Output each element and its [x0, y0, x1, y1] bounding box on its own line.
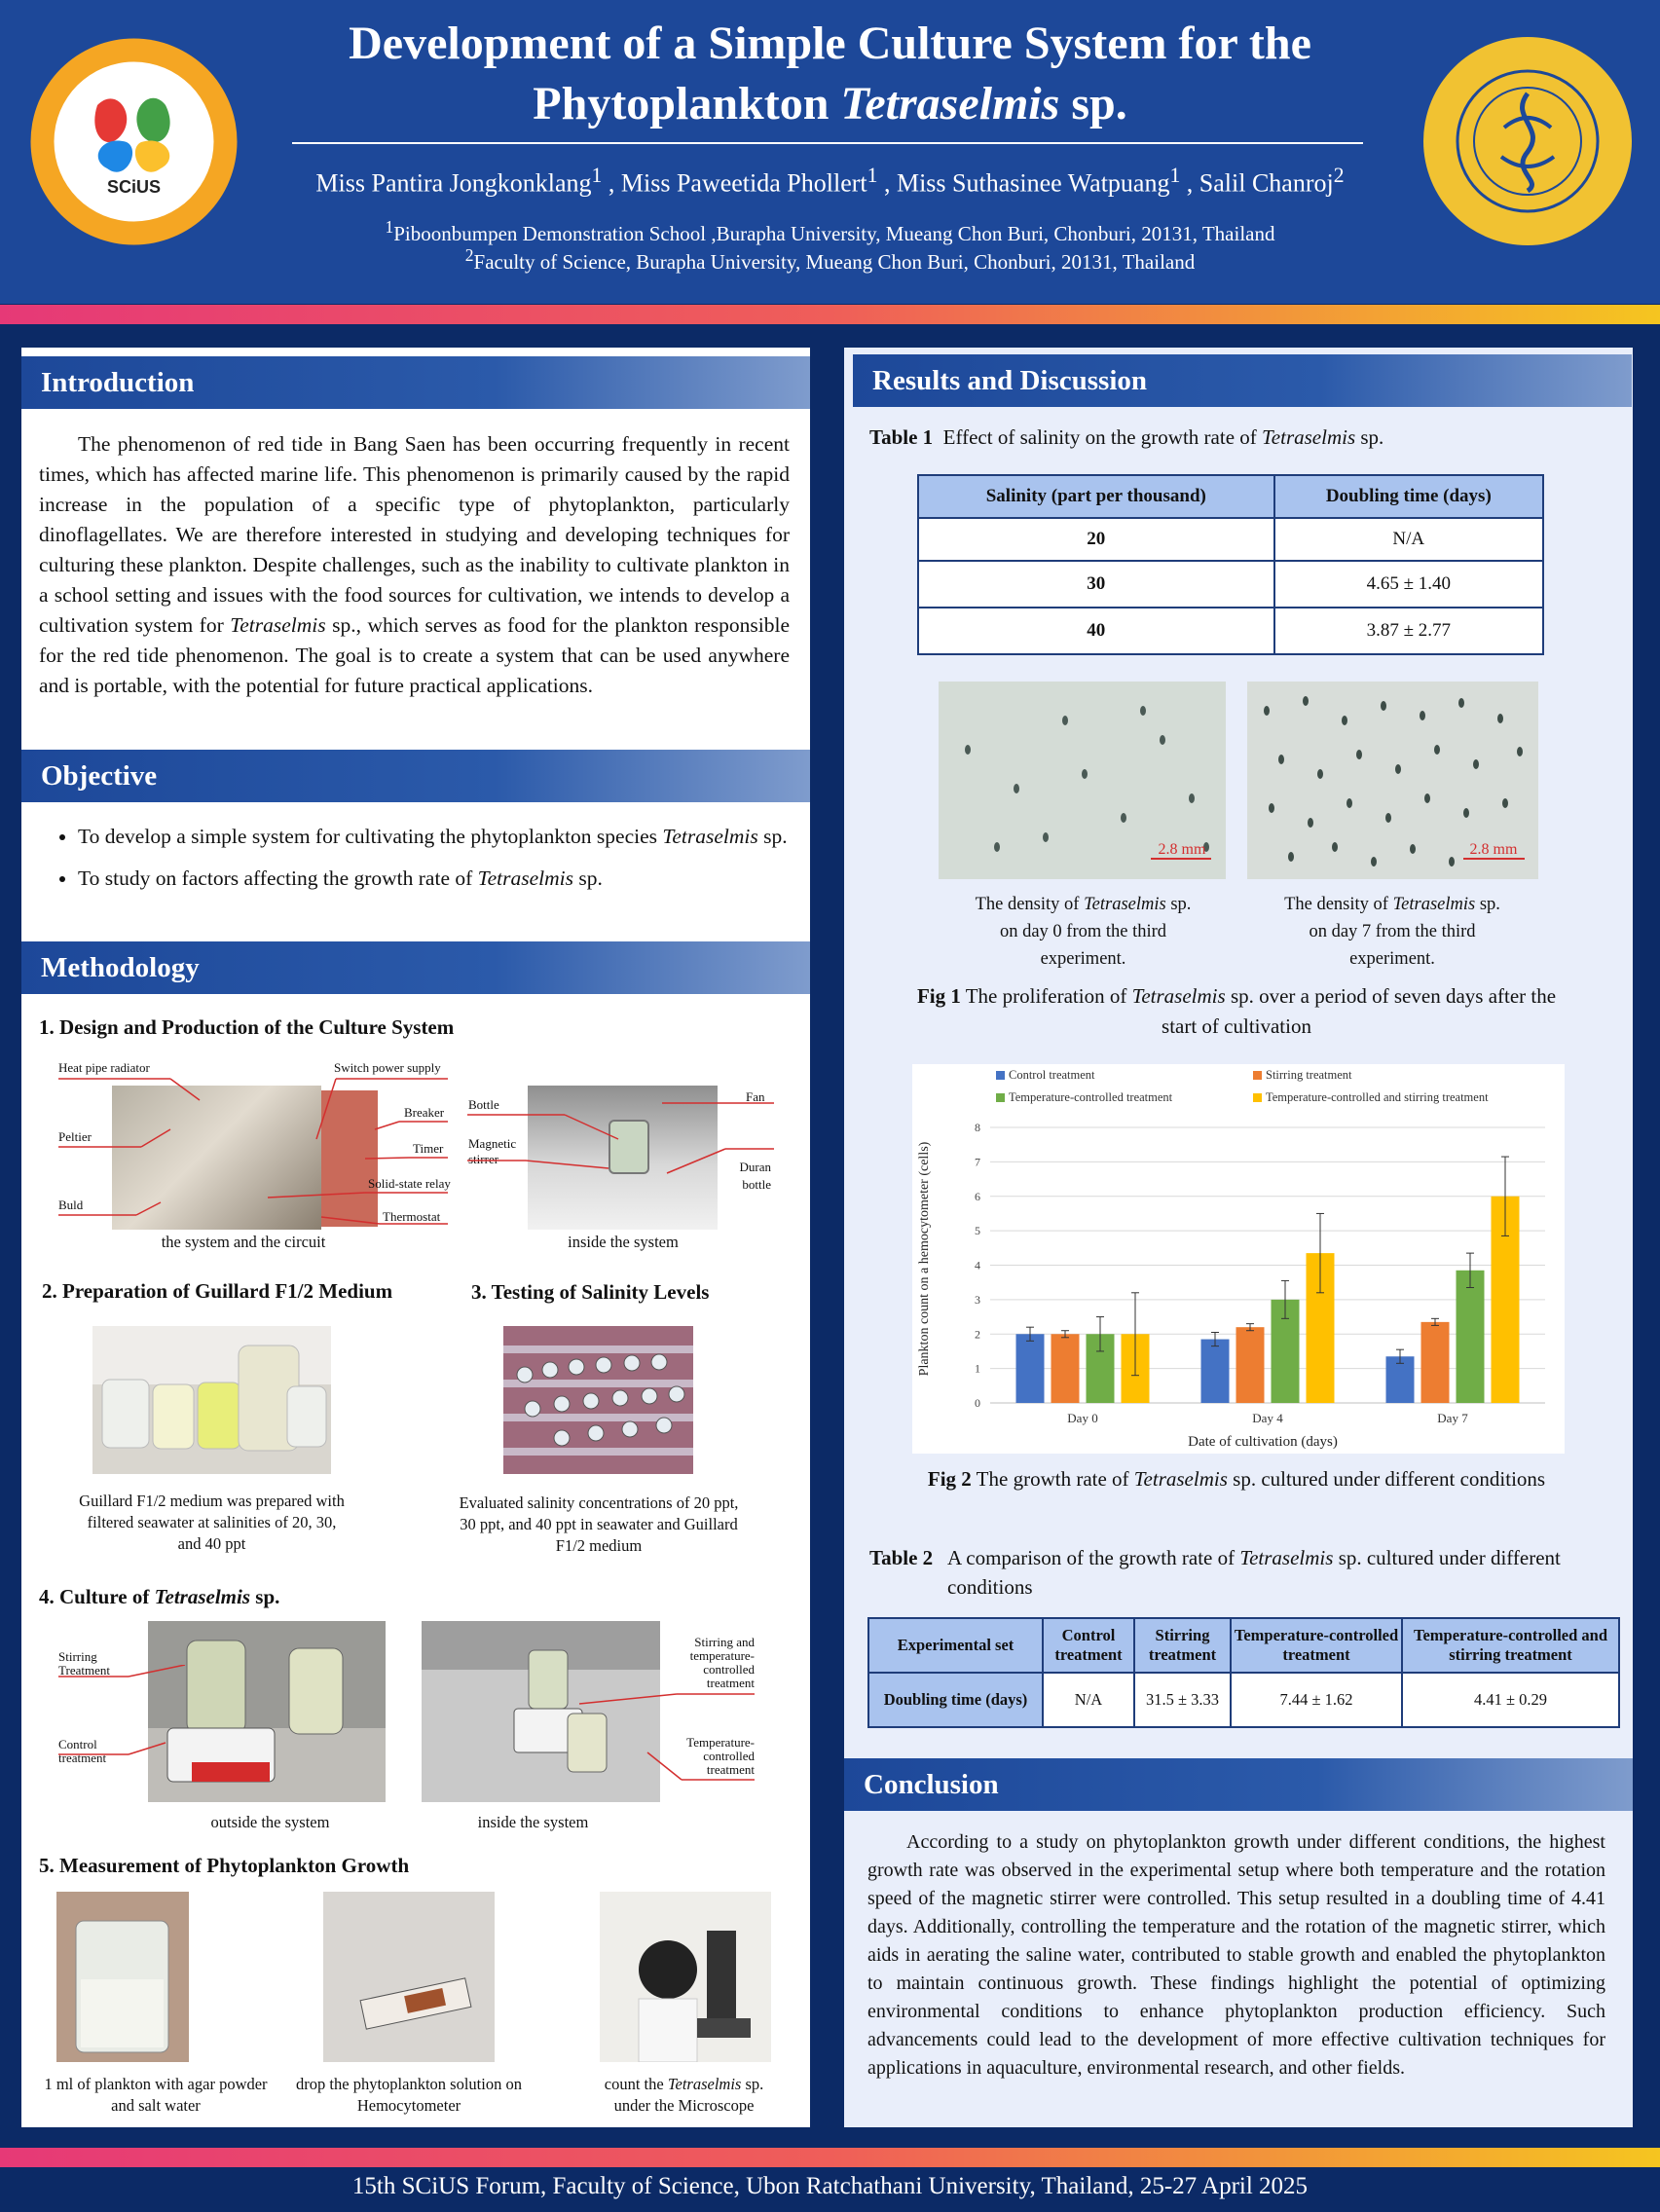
- table-row: 30 4.65 ± 1.40: [918, 561, 1543, 608]
- chart-legend-swatch: [996, 1093, 1005, 1102]
- label-magnetic-stirrer: Magnetic stirrer: [468, 1136, 517, 1166]
- chart-legend-swatch: [1253, 1071, 1262, 1080]
- affiliation-2: $^2$Faculty of Science, Burapha University, Mueang Chon Buri, Chonburi, 20131, Thailand: [464, 245, 1196, 274]
- chart-bar: [1201, 1340, 1230, 1403]
- chart-y-tick-label: 3: [975, 1292, 980, 1307]
- table-2-caption: Table 2 A comparison of the growth rate of Tetraselmis sp. cultured under different conditions: [869, 1546, 1561, 1599]
- scius-logo-text: SCiUS: [106, 177, 162, 197]
- step-3-heading: 3. Testing of Salinity Levels: [471, 1280, 710, 1304]
- section-heading-objective: Objective: [21, 750, 810, 802]
- caption-inside-system-2: inside the system: [477, 1813, 589, 1831]
- authors: Miss Pantira Jongkonklang$^1$ , Miss Paweetida Phollert$^1$ , Miss Suthasinee Watpuang$^1$ , Salil Chanroj$^2$: [315, 164, 1345, 198]
- label-control-treatment: Control treatment: [58, 1737, 107, 1765]
- section-heading-methodology: Methodology: [21, 941, 810, 994]
- section-heading-results: Results and Discussion: [853, 354, 1632, 407]
- table-1-caption: Table 1 Effect of salinity on the growth rate of Tetraselmis sp.: [869, 425, 1384, 449]
- chart-legend-swatch: [1253, 1093, 1262, 1102]
- table-header: Doubling time (days): [1274, 475, 1543, 518]
- caption-salinity-testing: Evaluated salinity concentrations of 20 ppt, 30 ppt, and 40 ppt in seawater and Guillard F1/2 medium: [459, 1493, 739, 1555]
- system-label-leader-lines: [54, 1071, 453, 1227]
- table-header: Experimental set: [868, 1618, 1043, 1673]
- caption-microscope: count the Tetraselmis sp. under the Microscope: [604, 2075, 764, 2115]
- chart-y-tick-label: 7: [975, 1155, 980, 1169]
- chart-legend-swatch: [996, 1071, 1005, 1080]
- caption-outside-system: outside the system: [210, 1813, 330, 1831]
- label-bottle: Bottle: [468, 1097, 499, 1112]
- chart-y-tick-label: 2: [975, 1327, 980, 1342]
- table-row: Doubling time (days) N/A 31.5 ± 3.33 7.44 ± 1.62 4.41 ± 0.29: [868, 1673, 1619, 1727]
- chart-y-tick-label: 8: [975, 1121, 980, 1134]
- figure-2-caption: Fig 2 The growth rate of Tetraselmis sp. cultured under different conditions: [927, 1467, 1546, 1491]
- hemocytometer-photo: [323, 1892, 495, 2062]
- objective-item: • To study on factors affecting the growth rate of Tetraselmis sp.: [78, 864, 840, 894]
- agar-beaker-photo: [56, 1892, 189, 2062]
- microscope-photo: [600, 1892, 771, 2062]
- inside-system-culture-leader-lines: [540, 1684, 755, 1782]
- chart-y-tick-label: 6: [975, 1189, 980, 1203]
- inside-system-leader-lines: [467, 1100, 774, 1207]
- caption-hemocytometer: drop the phytoplankton solution on Hemocytometer: [296, 2075, 522, 2115]
- label-fan: Fan: [746, 1089, 765, 1104]
- header-accent-stripe: [0, 305, 1660, 324]
- footer-accent-stripe: [0, 2148, 1660, 2167]
- label-peltier: Peltier: [58, 1129, 92, 1144]
- chart-bar: [1421, 1322, 1450, 1403]
- table-header: Temperature-controlled treatment: [1231, 1618, 1402, 1673]
- step-4-heading: 4. Culture of Tetraselmis sp.: [39, 1585, 280, 1608]
- medium-bottles-photo: [92, 1326, 331, 1474]
- label-stirring-temperature-treatment: Stirring and temperature-controlled treatment: [689, 1635, 755, 1690]
- table-header: Stirring treatment: [1134, 1618, 1231, 1673]
- growth-bar-chart: [912, 1064, 1565, 1454]
- caption-agar-sample: 1 ml of plankton with agar powder and salt water: [44, 2075, 268, 2115]
- chart-bar: [1051, 1334, 1080, 1403]
- chart-legend-label: Temperature-controlled treatment: [1009, 1090, 1173, 1104]
- poster-title-line-1: Development of a Simple Culture System for the: [349, 18, 1311, 69]
- caption-system-circuit: the system and the circuit: [161, 1233, 326, 1251]
- caption-inside-system-1: inside the system: [568, 1233, 679, 1251]
- label-breaker: Breaker: [404, 1105, 445, 1120]
- conclusion-text: According to a study on phytoplankton growth under different conditions, the highest growth rate was observed in the experimental setup where both temperature and the rotation speed of the magnetic stirrer were controlled. This setup resulted in a doubling time of 4.41 days. Additionally, controlling the temperature and the rotation of the magnetic stirrer, which aids in aerating the saline water, contributed to stable growth and enabled the phytoplankton to maintain continuous growth. These findings highlight the potential of optimizing environmental conditions to enhance phytoplankton production efficiency. Such advancements could lead to the development of more effective cultivation techniques for applications in aquaculture, environmental research, and other fields.: [867, 1831, 1605, 2079]
- label-temperature-controlled-treatment: Temperature-controlled treatment: [686, 1735, 755, 1777]
- chart-y-axis-label: Plankton count on a hemocytometer (cells): [917, 1141, 932, 1377]
- burapha-university-seal: [1421, 35, 1634, 247]
- section-heading-introduction: Introduction: [21, 356, 810, 409]
- scius-logo: [29, 37, 239, 246]
- chart-y-tick-label: 0: [975, 1396, 980, 1410]
- section-heading-conclusion: Conclusion: [844, 1758, 1633, 1811]
- micrograph-day-7: [1247, 682, 1538, 879]
- caption-medium-preparation: Guillard F1/2 medium was prepared with filtered seawater at salinities of 20, 30, and 40 ppt: [79, 1492, 345, 1553]
- outside-system-leader-lines: [58, 1665, 195, 1757]
- label-switch-power-supply: Switch power supply: [334, 1060, 441, 1075]
- scale-bar-label: 2.8 mm: [1158, 841, 1206, 858]
- poster-title-line-2: Phytoplankton Tetraselmis sp.: [533, 78, 1127, 129]
- objective-item: • To develop a simple system for cultivating the phytoplankton species Tetraselmis sp.: [78, 822, 840, 852]
- step-5-heading: 5. Measurement of Phytoplankton Growth: [39, 1854, 410, 1877]
- chart-legend-label: Temperature-controlled and stirring treatment: [1266, 1090, 1489, 1104]
- footer-event-text: 15th SCiUS Forum, Faculty of Science, Ubon Ratchathani University, Thailand, 25-27 April 2025: [351, 2173, 1309, 2199]
- table-header: Salinity (part per thousand): [918, 475, 1274, 518]
- table-row: 40 3.87 ± 2.77: [918, 608, 1543, 654]
- salinity-test-bottles-photo: [503, 1326, 693, 1474]
- chart-x-tick-label: Day 4: [1252, 1411, 1283, 1425]
- table-header: Temperature-controlled and stirring treatment: [1402, 1618, 1619, 1673]
- label-duran-bottle: Duran bottle: [739, 1160, 771, 1192]
- chart-x-tick-label: Day 7: [1437, 1411, 1468, 1425]
- caption-micrograph-day-7: The density of Tetraselmis sp. on day 7 from the third experiment.: [1284, 895, 1500, 969]
- label-buld: Buld: [58, 1198, 84, 1212]
- table-header: Control treatment: [1043, 1618, 1134, 1673]
- chart-bar: [1236, 1327, 1265, 1403]
- chart-x-tick-label: Day 0: [1067, 1411, 1098, 1425]
- step-2-heading: 2. Preparation of Guillard F1/2 Medium: [42, 1279, 393, 1303]
- introduction-text: The phenomenon of red tide in Bang Saen has been occurring frequently in recent times, which has affected marine life. This phenomenon is primarily caused by the rapid increase in the population of a specific type of phytoplankton, particularly dinoflagellates. We are therefore interested in studying and developing techniques for culturing these plankton. Despite challenges, such as the inability to cultivate plankton in a school setting and issues with the food sources for cultivation, we intends to develop a cultivation system for Tetraselmis sp., which serves as food for the plankton responsible for the red tide phenomenon. The goal is to create a system that can be used anywhere and is portable, with the potential for future practical applications.: [39, 432, 790, 697]
- chart-legend-label: Control treatment: [1009, 1068, 1095, 1082]
- caption-micrograph-day-0: The density of Tetraselmis sp. on day 0 from the third experiment.: [975, 895, 1192, 969]
- label-thermostat: Thermostat: [383, 1209, 441, 1224]
- label-heat-pipe-radiator: Heat pipe radiator: [58, 1060, 150, 1075]
- chart-bar: [1457, 1271, 1485, 1403]
- title-divider: [292, 142, 1363, 144]
- step-1-heading: 1. Design and Production of the Culture System: [39, 1015, 455, 1039]
- chart-bar: [1016, 1334, 1045, 1403]
- affiliation-1: $^1$Piboonbumpen Demonstration School ,Burapha University, Mueang Chon Buri, Chonburi, 20131, Thailand: [385, 217, 1275, 245]
- figure-1-caption: Fig 1 The proliferation of Tetraselmis sp. over a period of seven days after the start of cultivation: [916, 984, 1557, 1038]
- objective-list: [41, 822, 840, 905]
- chart-legend-label: Stirring treatment: [1266, 1068, 1352, 1082]
- table-salinity-doubling-time: [917, 474, 1544, 655]
- label-timer: Timer: [413, 1141, 444, 1156]
- chart-y-tick-label: 5: [975, 1224, 980, 1238]
- chart-y-tick-label: 1: [975, 1361, 980, 1376]
- micrograph-day-0: [939, 682, 1226, 879]
- label-stirring-treatment: Stirring Treatment: [58, 1649, 110, 1677]
- chart-y-tick-label: 4: [975, 1258, 980, 1272]
- table-row: 20 N/A: [918, 518, 1543, 561]
- scale-bar-label: 2.8 mm: [1469, 841, 1518, 858]
- label-solid-state-relay: Solid-state relay: [368, 1176, 451, 1191]
- table-treatment-comparison: [867, 1617, 1620, 1728]
- chart-x-axis-label: Date of cultivation (days): [1188, 1434, 1338, 1450]
